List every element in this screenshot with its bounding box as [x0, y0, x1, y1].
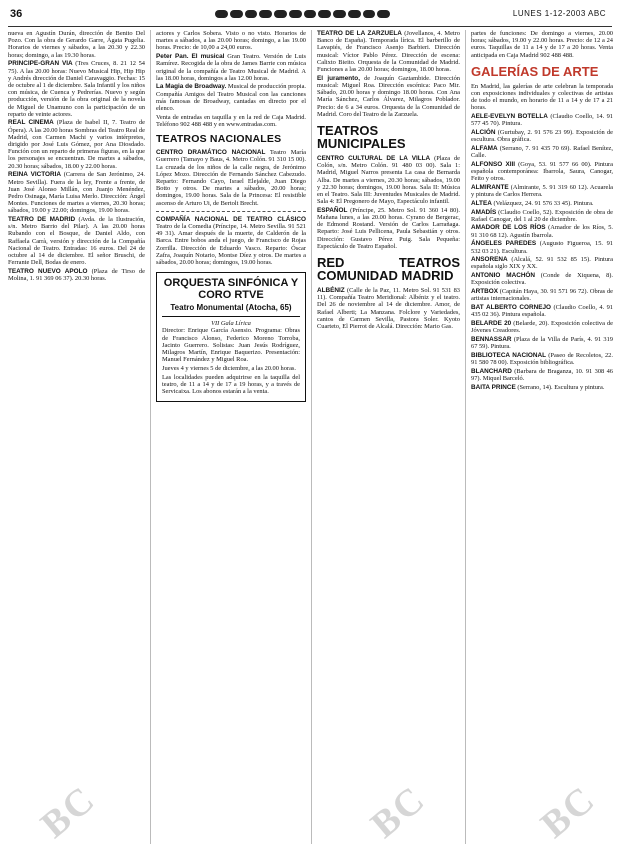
gallery-name: ALMIRANTE	[471, 183, 509, 191]
gallery-entry	[471, 304, 613, 318]
divider	[156, 211, 306, 212]
col4-intro: partes de funciones: De domingo a viernes, 20.00 horas; sábados, 19.00 y 22.00 horas. Precio: de 12 a 24 euros. Taquillas de 11 a 14 y de 17 a 20 horas. Venta anticipada en Caja Madrid 902 488 488.	[471, 30, 613, 59]
gallery-name: BIBLIOTECA NACIONAL	[471, 351, 546, 359]
gallery-entry	[471, 145, 613, 159]
gallery-details: (Serrano, 14). Escultura y pintura.	[517, 383, 605, 391]
gallery-details: (Conde de Xiquena, 8). Exposición colectiva.	[471, 272, 613, 287]
gallery-name: AMADÍS	[471, 208, 497, 216]
gallery-name: ALTEA	[471, 199, 492, 207]
gallery-entry	[471, 352, 613, 366]
gallery-name: BAITA PRINCE	[471, 383, 516, 391]
gallery-details: (Almirante, 5. 91 319 60 12). Acuarela y pintura de Carlos Herrera.	[471, 183, 613, 199]
gallery-name: BELARDE 20	[471, 319, 512, 327]
gallery-details: (Claudio Coello, 52). Exposición de obra de Rafael Canogar, del 1 al 20 de diciembre.	[471, 208, 613, 223]
gallery-entry	[471, 256, 613, 270]
gallery-details: (Barbara de Braganza, 10. 91 308 46 97). Miquel Barceló.	[471, 367, 613, 382]
gallery-details: (Claudio Coello, 4. 91 435 02 36). Pintura española.	[471, 304, 613, 319]
column-divider	[150, 30, 151, 844]
concert-dates: Jueves 4 y viernes 5 de diciembre, a las 20.00 horas.	[162, 364, 296, 372]
gallery-entry	[471, 336, 613, 350]
column-3	[317, 30, 460, 332]
gallery-entry	[471, 240, 613, 254]
gallery-name: ÁNGELES PAREDES	[471, 240, 537, 248]
zarzuela-entry: TEATRO DE LA ZARZUELA (Jovellanos, 4. Metro Banco de España). Temporada lírica. El barberillo de Lavapiés, de Francisco Asenjo Barbieri. Dirección musical: Víctor Pablo Pérez. Dirección de escena: Calixto Bieito. Orquesta de la Comunidad de Madrid. Funciones a las 20.00 horas; domingos, 18.00 horas.	[317, 30, 460, 74]
column-4	[471, 30, 613, 392]
gallery-entry	[471, 384, 613, 391]
gallery-entry	[471, 272, 613, 286]
col2-entry: La Magia de Broadway. Musical de producción propia. Compañía Amigos del Teatro Musical con las canciones más famosas de Broadway, cantadas en directo por el elenco.	[156, 83, 307, 113]
gallery-entry	[471, 129, 613, 143]
page-number: 36	[10, 8, 23, 20]
concert-details: Director: Enrique García Asensio. Programa: Obras de Francisco Alonso, Federico Moreno Torroba, Jacinto Guerrero. Solistas: Juan Jesús Rodríguez, Milagros Martín, Enrique Baquerizo. Presentación: Manuel Fernández y Miguel Roa.	[162, 327, 300, 364]
gallery-entry	[471, 320, 613, 334]
cdn-entry: CENTRO DRAMÁTICO NACIONAL Teatro María Guerrero (Tamayo y Baus, 4. Metro Colón. 91 310 15 00). La cruzada de los niños de la calle negra, de Jerónimo López Mozo. Dirección de Fernando Sánchez Cabezudo. Reparto: Fernando Cayo, Israel Elejalde, Juan Diego Botto y otros. De martes a sábados, 20.00 horas; domingos, 19.00 horas. Sala de la Princesa: El resistible ascenso de Arturo Ui, de Bertolt Brecht.	[156, 149, 307, 207]
gallery-details: (Gurtubay, 2. 91 576 23 99). Exposición de escultura. Obra gráfica.	[471, 129, 613, 144]
col1-intro: nueva en Agustín Durán, dirección de Benito Del Pozo. Con la obra de Gerardo Garre, Ágata Pugelia. Horarios de viernes y sábados, a las 20.30 y 22.30 horas; domingo, a las 19.30 horas.	[8, 30, 145, 59]
gallery-entry	[471, 184, 613, 198]
centro-entry: CENTRO CULTURAL DE LA VILLA (Plaza de Colón, s/n. Metro Colón. 91 480 03 00). Sala 1: Madrid, Miguel Narros presenta La casa de Bernarda Alba. De martes a viernes, 20.30 horas; sábados, 19.00 y 22.30 horas; domingos, 19.00 horas. Sala II: Música en el Teatro. Sala III: Juventudes Musicales de Madrid. Sala 4: El Pregonero de Mayo, Espectáculo infantil.	[317, 154, 460, 206]
section-teatros-municipales: TEATROS MUNICIPALES	[317, 122, 406, 151]
col1-entry: PRINCIPE-GRAN VIA (Tres Cruces, 8. 21 12 54 75). A las 20.00 horas: Nuevo Musical Hip, Hip Hip y Andrés dirección de Daniel Caravaggio. Fechas: 15 de octubre al 1 de diciembre. Sala Infantil y los niños con música, de Cuenca y Pedrerías. Nuevo y según producción, versión de la obra original de la novela de Miguel de Unamuno con la participación de un reparto de veinte actores.	[8, 60, 145, 118]
gallery-details: (Plaza de la Villa de París, 4. 91 319 67 59). Pintura.	[471, 335, 613, 351]
column-divider	[311, 30, 312, 844]
gallery-entry	[471, 288, 613, 302]
gallery-name: ALCIÓN	[471, 129, 496, 137]
section-red-teatros: RED TEATROS COMUNIDAD MADRID	[317, 255, 460, 284]
col2-outro: Venta de entradas en taquilla y en la red de Caja Madrid. Teléfono 902 488 488 y en www.entradas.com.	[156, 113, 306, 128]
col1-entry: REAL CINEMA (Plaza de Isabel II, 7. Teatro de Ópera). A las 20.00 horas Sombras del Teatro Real de Madrid, con Carmen Machi y varios intérpretes, dirigido por José Luis Gómez, por Ana Diosdado. Función con un reparto de primeras figuras, en la que los personajes se encuentran. De martes a sábados, 20.30 horas; sábados, 18.00 y 22.00 horas.	[8, 119, 145, 170]
col1-entry: TEATRO NUEVO APOLO (Plaza de Tirso de Molina, 1. 91 369 06 37). 20.30 horas.	[8, 268, 145, 283]
gallery-details: (Velázquez, 24. 91 576 33 45). Pintura.	[493, 199, 594, 207]
col2-entry: Peter Pan. El musical Gran Teatro. Versión de Luis Ramírez. Recogida de la obra de James Barrie con música original de la compañía de Teatro Musical de Madrid. A las 18.00 horas, domingos a las 12.00 horas.	[156, 53, 306, 82]
gallery-name: ANTONIO MACHÓN	[471, 272, 536, 280]
gallery-entry	[471, 200, 613, 207]
gallery-name: AMADOR DE LOS RÍOS	[471, 224, 546, 232]
galerias-intro: En Madrid, las galerías de arte celebran la temporada con exposiciones individuales y colectivas de artistas de todo el mundo, en horario de 11 a 14 y de 17 a 21 horas.	[471, 82, 613, 112]
orchestra-venue: Teatro Monumental (Atocha, 65)	[170, 303, 292, 313]
gallery-name: BENNASSAR	[471, 335, 512, 343]
section-teatros-nacionales: TEATROS NACIONALES	[156, 133, 282, 146]
albeniz-entry: ALBÉNIZ (Calle de la Paz, 11. Metro Sol. 91 531 83 11). Compañía Teatro Meridional: Albéniz y el teatro. Del 26 de noviembre al 14 de diciembre. Amor, de Rafael Alberti; La Manzana. Folclore y Variedades, cantos de Carmen Sevilla, Pastora Soler. Kyoto Cuarteto, El Pierrot de Alcalá. Dirección: Mario Gas.	[317, 287, 460, 331]
orchestra-box	[156, 272, 306, 402]
section-banner	[215, 10, 390, 18]
gallery-name: BAT ALBERTO CORNEJO	[471, 304, 552, 311]
gallery-details: (Alcalá, 52. 91 532 85 15). Pintura española siglo XIX y XX.	[471, 256, 613, 271]
dateline: LUNES 1-12-2003 ABC	[512, 9, 606, 18]
watermark: BC	[363, 777, 434, 847]
column-1	[8, 30, 145, 284]
gallery-entry	[471, 209, 613, 223]
gallery-list	[471, 113, 613, 391]
gallery-name: ARTBOX	[471, 288, 498, 296]
col1-entry: TEATRO DE MADRID (Avda. de la Ilustración, s/n. Metro Barrio del Pilar). A las 20.00 horas Rubando con el Bosque, de Daniel Aldo, con Raffaela Carrà, versión y dirección de la Compañía Nacional de Teatro. Entradas: 16 euros. Del 24 de octubre al 14 de diciembre. El señor Bruschi, de Ferrante Dell, Bodas de enero.	[8, 216, 145, 267]
gallery-details: (Capitán Haya, 30. 91 571 96 72). Obras de artistas internacionales.	[471, 288, 613, 303]
section-galerias: GALERÍAS DE ARTE	[471, 63, 599, 79]
col2-intro: actores y Carlos Sobera. Visto o no visto. Horarios de martes a sábados, a las 20.00 horas; domingo, a las 19.00 horas. Precio: de 10,00 a 24,00 euros.	[156, 30, 306, 52]
gallery-entry	[471, 113, 613, 127]
gallery-details: (Claudio Coello, 14. 91 577 45 70). Pintura.	[471, 113, 613, 128]
gallery-name: ALFONSO XIII	[471, 160, 516, 168]
gallery-details: (Amador de los Ríos, 5. 91 310 68 12). Agustín Ibarrola.	[471, 224, 613, 239]
concert-name: VII Gala Lírica	[211, 320, 251, 328]
gallery-name: AELE-EVELYN BOTELLA	[471, 113, 548, 121]
header-rule	[8, 26, 612, 27]
gallery-name: ALFAMA	[471, 144, 498, 152]
gallery-details: (Paseo de Recoletos, 22. 91 580 78 00). Exposición bibliográfica.	[471, 351, 613, 366]
gallery-name: BLANCHARD	[471, 367, 512, 375]
watermark: BC	[533, 777, 604, 847]
cntc-entry: COMPAÑÍA NACIONAL DE TEATRO CLÁSICO Teatro de la Comedia (Príncipe, 14. Metro Sevilla. 91 521 49 31). Amar después de la muerte, de Calderón de la Barca. Entre bobos anda el juego, de Francisco de Rojas Zorrilla. Dirección de Eduardo Vasco. Reparto: Óscar Zafra, Joaquín Notario, Montse Díez y otros. De martes a sábados, 20.00 horas; domingos, 19.00 horas.	[156, 215, 306, 266]
gallery-details: (Serrano, 7. 91 435 70 69). Rafael Benítez, Calle.	[471, 144, 613, 160]
watermark: BC	[33, 777, 104, 847]
gallery-details: (Augusto Figueroa, 15. 91 532 03 21). Escultura.	[471, 240, 613, 255]
col1-entry: REINA VICTORIA (Carrera de San Jerónimo, 24. Metro Sevilla). Fuera de la ley, Frente a frente, de Juan José Alonso Millán, con Juanjo Menéndez, Pedro Osinaga, María Luisa Merlo. Dirección: Ángel Montes. Funciones de martes a viernes, 20.30 horas; sábados, 19.00 y 22.00; domingos, 19.00 horas.	[8, 171, 145, 215]
juramento-entry: El juramento, de Joaquín Gaztambide. Dirección musical: Miguel Roa. Dirección escénica: Paco Mir. Sábado, 20.00 horas y domingo 18.00 horas. Con Ana María Sánchez, Carlos Álvarez, Milagros Poblador. Precio: de 6 a 34 euros. Orquesta de la Comunidad de Madrid. Coro del Teatro de la Zarzuela.	[317, 74, 460, 118]
column-divider	[465, 30, 466, 844]
gallery-details: (Belarde, 20). Exposición colectiva de Jóvenes Creadores.	[471, 319, 613, 335]
concert-note: Las localidades pueden adquirirse en la taquilla del teatro, de 11 a 14 y de 17 a 19 horas, y a través de Servicaixa. Los abonos estarán a la venta.	[162, 373, 300, 396]
gallery-details: (Goya, 53. 91 577 66 00). Pintura española contemporánea: Ibarrola, Saura, Canogar, Feito y otros.	[471, 160, 613, 183]
espanol-entry: ESPAÑOL (Príncipe, 25. Metro Sol. 91 360 14 80). Mañana lunes, a las 20.00 horas. Cyrano de Bergerac, de Edmond Rostand. Versión de Carlos Larrañaga. Reparto: José Luis Pellicena, Paula Sebastián y otros. Dirección: Gustavo Pérez Puig. Sala Pequeña: Espectáculo de Teatro Español.	[317, 206, 460, 250]
column-2	[156, 30, 306, 408]
gallery-entry	[471, 368, 613, 382]
gallery-entry	[471, 224, 613, 238]
box-separator	[162, 316, 300, 317]
orchestra-title: ORQUESTA SINFÓNICA Y CORO RTVE	[163, 277, 299, 302]
gallery-name: ANSORENA	[471, 256, 508, 264]
gallery-entry	[471, 161, 613, 183]
